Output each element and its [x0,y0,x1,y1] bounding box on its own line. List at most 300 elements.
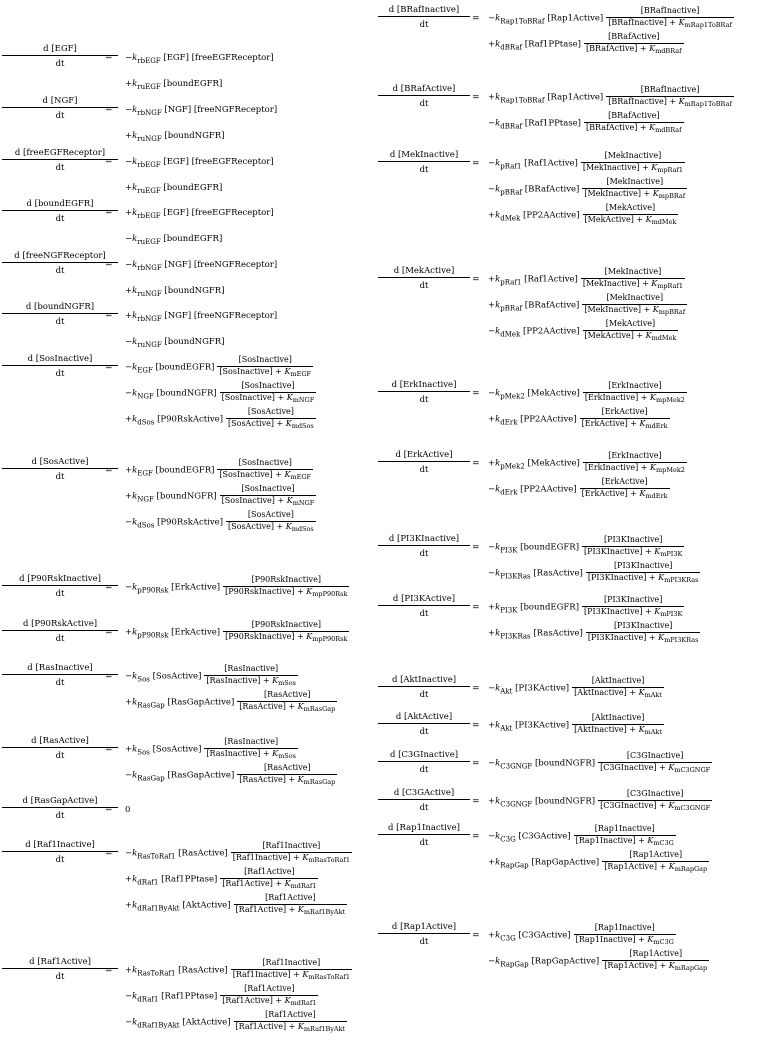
derivative-lhs [378,535,470,560]
equals-sign: = [105,311,113,321]
equals-sign: = [472,275,480,285]
species-concentration: [boundEGFR] [160,183,223,193]
term-sign: − [488,568,496,579]
fraction-numerator: [PI3KInactive] [586,562,701,573]
rate-constant-subscript: dBRaf [500,43,523,52]
species-concentration: [ErkActive] [168,627,221,638]
michaelis-constant: K [645,214,652,224]
michaelis-constant: K [658,572,665,582]
rate-constant-subscript: dErk [500,488,518,497]
michaelis-constant-subscript: mdSos [291,524,314,533]
term-sign: − [488,956,496,967]
fraction-numerator: [SosInactive] [220,485,317,496]
term-sign: + [125,874,133,885]
fraction-numerator: [Rap1Active] [602,851,709,862]
michaelis-constant-subscript: mpRaf1 [657,165,684,174]
rate-constant: k [495,542,501,553]
derivative-lhs [378,6,470,31]
term-sign: − [125,53,133,63]
rate-constant-subscript: PI3K [500,546,518,555]
derivative-denominator: dt [419,803,429,814]
michaelis-constant: K [306,631,313,641]
fraction-denominator: [Raf1Inactive] + $K_{mRasToRaf1}$ [232,852,350,864]
michaelis-menten-fraction [583,320,679,342]
equals-sign: = [472,543,480,553]
michaelis-constant: K [285,521,292,531]
rate-constant: k [132,582,138,593]
fraction-numerator: [MekActive] [583,320,679,331]
fraction-numerator: [RasInactive] [204,665,298,676]
fraction-numerator: [PI3KInactive] [582,536,684,547]
species-concentration: [Raf1PPtase] [158,874,218,885]
michaelis-menten-fraction [231,842,352,864]
derivative-numerator: d [ErkActive] [378,451,470,462]
rate-term [125,665,298,687]
derivative-lhs [378,85,470,110]
fraction-numerator: [ErkActive] [580,478,670,489]
species-concentration: [RasGapActive] [164,770,235,781]
rate-constant-subscript: dSos [137,521,155,530]
rate-term [125,209,274,221]
fraction-numerator: [BRafActive] [584,33,684,44]
species-concentration: [NGF] [freeNGFReceptor] [161,260,278,270]
michaelis-menten-fraction [226,511,316,533]
michaelis-menten-fraction [220,382,317,404]
equals-sign: = [105,363,113,373]
species-concentration: [boundNGFR] [153,491,217,502]
michaelis-menten-fraction [583,204,679,226]
michaelis-constant-subscript: mdSos [291,421,314,430]
term-sign: + [125,311,133,321]
equals-sign: = [105,628,113,638]
michaelis-menten-fraction [586,622,701,644]
michaelis-constant: K [638,687,645,697]
derivative-denominator: dt [419,20,429,31]
term-sign: + [125,491,133,502]
fraction-denominator: [SosInactive] + $K_{mEGF}$ [219,469,312,481]
rate-constant: k [132,671,138,682]
fraction-numerator: [MekInactive] [581,152,685,163]
michaelis-constant-subscript: mNGF [292,498,315,507]
michaelis-constant: K [286,392,293,402]
rate-constant-subscript: RasGap [137,701,165,710]
michaelis-constant-subscript: mpMek2 [656,465,685,474]
fraction-numerator: [MekInactive] [581,268,685,279]
fraction-denominator: [RasActive] + $K_{mRasGap}$ [239,701,336,713]
term-sign: − [488,388,496,399]
fraction-numerator: [RasActive] [237,764,337,775]
derivative-numerator: d [C3GInactive] [378,751,470,762]
fraction-numerator: [Rap1Inactive] [574,825,676,836]
rate-constant-subscript: RasToRaf1 [137,852,176,861]
species-concentration: [boundEGFR] [152,362,215,373]
rate-term [488,596,684,618]
term-sign: − [125,260,133,270]
rate-constant: k [132,337,138,347]
fraction-denominator: [ErkActive] + $K_{mdErk}$ [581,488,668,500]
rate-constant: k [132,53,138,63]
michaelis-constant: K [668,762,675,772]
term-sign: − [125,582,133,593]
michaelis-constant: K [654,606,661,616]
michaelis-constant: K [649,43,656,53]
species-concentration: [BRafActive] [522,184,580,195]
term-sign: + [488,720,496,731]
rate-constant: k [132,414,138,425]
michaelis-menten-fraction [606,86,734,108]
equals-sign: = [105,966,113,976]
derivative-numerator: d [RasInactive] [2,664,118,675]
species-concentration: [boundNGFR] [532,796,596,807]
rate-constant: k [495,568,501,579]
fraction-denominator: [Raf1Active] + $K_{mdRaf1}$ [222,878,317,890]
michaelis-constant-subscript: mEGF [290,369,312,378]
rate-constant: k [495,857,501,868]
term-sign: − [125,770,133,781]
term-sign: − [488,542,496,553]
fraction-numerator: [AktInactive] [572,714,664,725]
species-concentration: [P90RskActive] [154,517,224,528]
species-concentration: [boundNGFR] [153,388,217,399]
michaelis-menten-fraction [582,536,684,558]
species-concentration: [RasActive] [175,848,228,859]
michaelis-menten-fraction [582,178,687,200]
michaelis-constant: K [284,995,291,1005]
fraction-denominator: [MekActive] + $K_{mdMek}$ [584,214,677,226]
species-concentration: [MekActive] [524,388,580,399]
rate-constant-subscript: dBRaf [500,122,523,131]
fraction-denominator: [MekInactive] + $K_{mpRaf1}$ [582,278,684,290]
species-concentration: [RapGapActive] [528,857,600,868]
term-sign: − [125,517,133,528]
rate-constant: k [132,260,138,270]
rate-constant-subscript: RapGap [500,960,529,969]
rate-constant: k [495,628,501,639]
term-sign: − [488,158,496,169]
michaelis-constant-subscript: mdRaf1 [290,881,317,890]
michaelis-constant-subscript: mpRaf1 [657,281,684,290]
fraction-denominator: [BRafInactive] + $K_{mRap1ToBRaf}$ [608,17,732,29]
rate-constant: k [132,770,138,781]
michaelis-menten-fraction [217,356,313,378]
term-sign: − [125,105,133,115]
species-concentration: [AktActive] [179,1017,231,1028]
michaelis-constant: K [652,188,659,198]
rate-constant: k [495,274,501,285]
derivative-denominator: dt [419,937,429,948]
rate-constant: k [132,465,138,476]
equals-sign: = [472,931,480,941]
equals-sign: = [105,672,113,682]
michaelis-menten-fraction [237,764,337,786]
equals-sign: = [472,832,480,842]
species-concentration: [PP2AActive] [517,414,577,425]
michaelis-constant-subscript: mRasGap [303,777,336,786]
rate-constant: k [132,848,138,859]
term-sign: + [488,274,496,285]
michaelis-constant: K [284,469,291,479]
rate-constant-subscript: PI3KRas [500,572,531,581]
fraction-denominator: [Raf1Inactive] + $K_{mRasToRaf1}$ [232,969,350,981]
derivative-denominator: dt [419,99,429,110]
rate-constant: k [495,758,501,769]
term-sign: − [488,683,496,694]
rate-constant-subscript: dRaf1ByAkt [137,1021,180,1030]
rate-constant: k [495,184,501,195]
equals-sign: = [472,159,480,169]
michaelis-constant: K [654,546,661,556]
michaelis-menten-fraction [586,562,701,584]
equals-sign: = [105,208,113,218]
rate-term [488,562,700,584]
fraction-numerator: [SosActive] [226,511,316,522]
derivative-numerator: d [boundNGFR] [2,303,118,314]
michaelis-constant-subscript: mRaf1ByAkt [303,1024,346,1033]
rate-constant: k [132,965,138,976]
fraction-numerator: [MekActive] [583,204,679,215]
species-concentration: [ErkActive] [168,582,221,593]
term-sign: + [125,183,133,193]
derivative-numerator: d [P90RskActive] [2,620,118,631]
derivative-denominator: dt [419,609,429,620]
rate-constant: k [132,627,138,638]
rate-term [125,158,274,170]
rate-constant-subscript: Akt [500,724,513,733]
species-concentration: [EGF] [freeEGFReceptor] [160,53,274,63]
fraction-denominator: [Raf1Active] + $K_{mRaf1ByAkt}$ [235,904,346,916]
rate-constant: k [495,300,501,311]
derivative-numerator: d [RasActive] [2,737,118,748]
michaelis-constant: K [652,304,659,314]
fraction-denominator: [P90RskInactive] + $K_{mpP90Rsk}$ [225,586,348,598]
fraction-numerator: [Rap1Inactive] [574,924,676,935]
michaelis-constant-subscript: mRasToRaf1 [308,972,350,981]
derivative-numerator: d [Raf1Active] [2,958,118,969]
rate-term [488,825,676,847]
michaelis-constant-subscript: mAkt [644,727,662,736]
rate-constant: k [132,900,138,911]
rate-constant-subscript: rbNGF [137,109,162,117]
rate-term [488,408,670,430]
rate-constant: k [132,79,138,89]
fraction-numerator: [MekInactive] [582,178,687,189]
michaelis-constant: K [638,724,645,734]
derivative-numerator: d [freeNGFReceptor] [2,252,118,263]
rate-constant: k [495,930,501,941]
michaelis-menten-fraction [583,382,687,404]
term-sign: + [125,744,133,755]
rate-constant: k [495,683,501,694]
term-sign: − [125,337,133,347]
term-sign: + [125,208,133,218]
fraction-numerator: [ErkInactive] [583,382,687,393]
rate-term [488,950,709,972]
rate-constant-subscript: Rap1ToBRaf [500,17,545,26]
derivative-lhs [2,620,118,645]
fraction-denominator: [BRafActive] + $K_{mdBRaf}$ [585,122,682,134]
fraction-numerator: [BRafInactive] [606,86,734,97]
rate-term [125,959,352,981]
derivative-lhs [378,381,470,406]
michaelis-constant-subscript: mSos [278,751,296,760]
derivative-numerator: d [BRafInactive] [378,6,470,17]
equals-sign: = [472,721,480,731]
rate-term [488,294,687,316]
term-sign: + [125,286,133,296]
fraction-denominator: [Raf1Active] + $K_{mdRaf1}$ [222,995,317,1007]
michaelis-menten-fraction [220,985,318,1007]
term-sign: + [125,900,133,911]
rate-constant-subscript: PI3KRas [500,632,531,641]
derivative-lhs [2,200,118,225]
species-concentration: [RasActive] [530,628,583,639]
rate-constant: k [495,210,501,221]
rate-constant: k [132,105,138,115]
fraction-numerator: [BRafActive] [584,112,684,123]
michaelis-menten-fraction [204,665,298,687]
michaelis-constant-subscript: mdMek [651,217,677,226]
rate-constant-subscript: Sos [137,748,150,757]
rate-constant-subscript: pBRaf [500,304,523,313]
derivative-denominator: dt [419,690,429,701]
term-sign: + [488,39,496,50]
term-sign: − [488,484,496,495]
fraction-denominator: [AktInactive] + $K_{mAkt}$ [574,724,662,736]
rate-constant-subscript: ruEGF [137,83,161,91]
species-concentration: [EGF] [freeEGFReceptor] [160,157,274,167]
derivative-lhs [2,97,118,122]
fraction-numerator: [BRafInactive] [606,7,734,18]
michaelis-constant: K [297,904,304,914]
rate-term [125,1011,347,1033]
rate-term [488,204,678,226]
fraction-denominator: [SosInactive] + $K_{mNGF}$ [221,495,315,507]
species-concentration: [boundEGFR] [160,234,223,244]
rate-constant-subscript: dSos [137,418,155,427]
rate-term [488,33,684,55]
rate-term [125,985,318,1007]
species-concentration: [RasGapActive] [164,697,235,708]
rate-constant-subscript: ruNGF [137,341,162,349]
fraction-numerator: [Rap1Active] [602,950,709,961]
rate-constant: k [132,697,138,708]
rate-constant-subscript: PI3K [500,606,518,615]
fraction-numerator: [P90RskInactive] [223,621,349,632]
fraction-denominator: [SosActive] + $K_{mdSos}$ [228,418,314,430]
michaelis-constant-subscript: mNGF [292,395,315,404]
derivative-lhs [2,355,118,380]
michaelis-menten-fraction [217,459,313,481]
derivative-lhs [378,789,470,814]
derivative-lhs [2,303,118,328]
rate-constant: k [495,831,501,842]
derivative-numerator: d [EGF] [2,45,118,56]
michaelis-constant-subscript: mPI3KRas [664,635,699,644]
term-sign: + [125,697,133,708]
rate-constant: k [132,183,138,193]
rate-term [125,764,337,786]
rate-constant-subscript: EGF [137,469,153,478]
term-sign: + [488,857,496,868]
fraction-denominator: [MekInactive] + $K_{mpBRaf}$ [584,188,686,200]
term-sign: − [125,671,133,682]
michaelis-menten-fraction [584,33,684,55]
michaelis-menten-fraction [204,738,298,760]
derivative-denominator: dt [55,472,65,483]
term-sign: + [488,458,496,469]
species-concentration: [PP2AActive] [517,484,577,495]
michaelis-constant: K [647,835,654,845]
species-concentration: [boundNGFR] [161,286,225,296]
derivative-numerator: d [NGF] [2,97,118,108]
rate-term [125,382,316,404]
term-sign: − [488,831,496,842]
derivative-lhs [378,713,470,738]
michaelis-menten-fraction [580,478,670,500]
rate-constant: k [132,517,138,528]
fraction-denominator: [MekInactive] + $K_{mpBRaf}$ [584,304,686,316]
derivative-denominator: dt [55,751,65,762]
michaelis-constant: K [658,632,665,642]
rate-constant-subscript: ruNGF [137,290,162,298]
derivative-denominator: dt [419,727,429,738]
species-concentration: [P90RskActive] [154,414,224,425]
species-concentration: [BRafActive] [522,300,580,311]
michaelis-constant-subscript: mC3G [653,838,674,847]
derivative-lhs [2,958,118,983]
species-concentration: [C3GActive] [515,930,571,941]
rate-constant: k [495,13,501,24]
fraction-denominator: [Rap1Active] + $K_{mRapGap}$ [604,960,708,972]
rate-term [125,80,222,92]
fraction-denominator: [PI3KInactive] + $K_{mPI3KRas}$ [587,632,699,644]
species-concentration: [AktActive] [179,900,231,911]
term-sign: − [125,234,133,244]
michaelis-constant: K [272,675,279,685]
rate-term [488,320,678,342]
rate-constant-subscript: dRaf1 [137,878,159,887]
michaelis-constant: K [297,1021,304,1031]
rate-term [488,86,734,108]
rate-constant: k [495,118,501,129]
derivative-lhs [2,458,118,483]
derivative-numerator: d [MekActive] [378,267,470,278]
equals-sign: = [105,53,113,63]
rate-term [488,924,676,946]
fraction-denominator: [SosActive] + $K_{mdSos}$ [228,521,314,533]
equals-sign: = [105,805,113,815]
rate-term [125,576,349,598]
fraction-numerator: [SosInactive] [220,382,317,393]
term-sign: + [488,930,496,941]
term-sign: − [488,758,496,769]
derivative-denominator: dt [419,765,429,776]
fraction-denominator: [Rap1Inactive] + $K_{mC3G}$ [575,835,674,847]
fraction-numerator: [SosActive] [226,408,316,419]
michaelis-menten-fraction [237,691,337,713]
rate-term [488,851,709,873]
derivative-lhs [2,149,118,174]
term-sign: − [125,1017,133,1028]
term-sign: + [488,414,496,425]
term-sign: − [125,362,133,373]
michaelis-menten-fraction [220,868,318,890]
rate-constant-subscript: ruEGF [137,238,161,246]
derivative-denominator: dt [55,266,65,277]
michaelis-constant: K [651,278,658,288]
derivative-lhs [378,676,470,701]
rate-constant-subscript: pP90Rsk [137,631,169,640]
